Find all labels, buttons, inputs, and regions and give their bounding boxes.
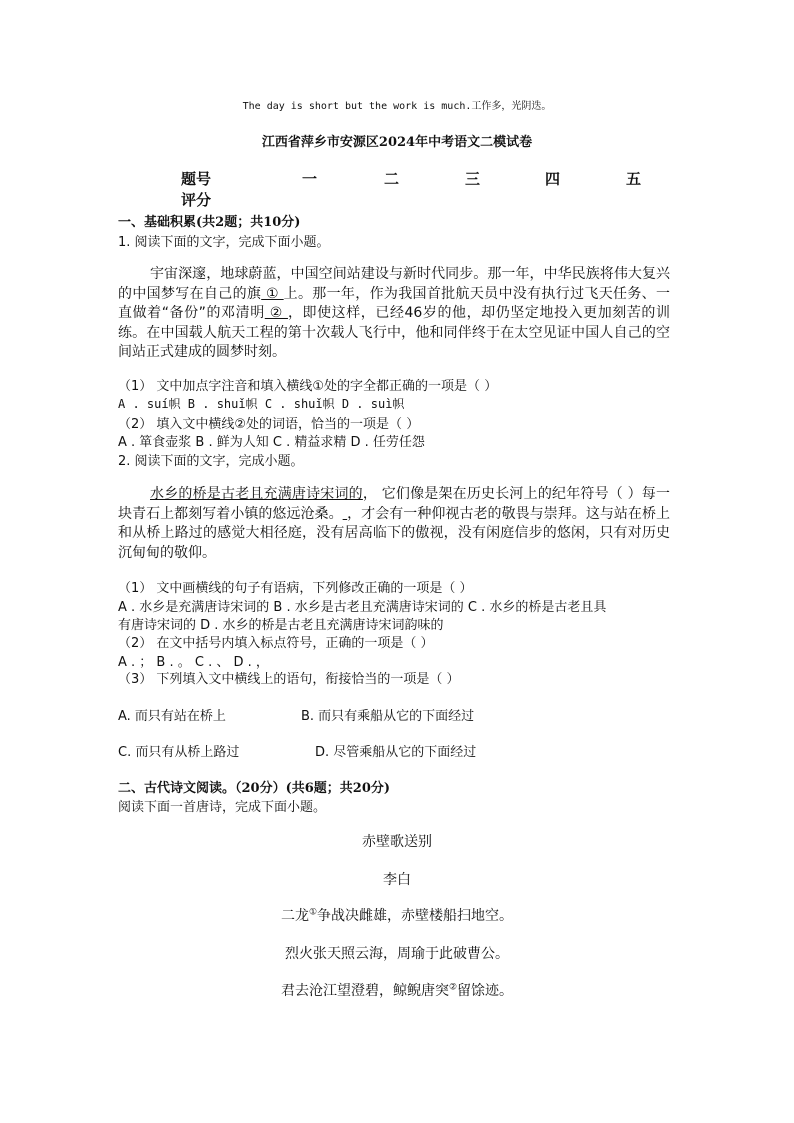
poem-author: 李白 [383, 872, 411, 888]
score-table-col-2: 二 [384, 170, 400, 188]
option-b: B. 而只有乘船从它的下面经过 [301, 709, 475, 724]
question-2-sub-1: （1） 文中画横线的句子有语病，下列修改正确的一项是（ ） [118, 581, 473, 596]
passage-text: 上。那一年，作为我国首批航天员中没有执行过飞天任务、一直做着“备份”的邓清明 [118, 285, 671, 321]
blank-1: ① [261, 285, 284, 302]
poem-line-3 [0, 980, 794, 1000]
poem-text: 留馀迹。 [457, 983, 514, 999]
question-2-prompt: 2. 阅读下面的文字，完成小题。 [118, 454, 304, 469]
question-2-sub-2-options: A . ； B . 。 C . 、 D . ， [118, 655, 269, 670]
exam-title: 江西省萍乡市安源区2024年中考语文二模试卷 [261, 135, 533, 150]
section-1-heading: 一、基础积累(共2题；共10分) [118, 215, 301, 230]
question-1-sub-1: （1） 文中加点字注音和填入横线①处的字全都正确的一项是（ ） [118, 379, 498, 394]
option-c: C. 而只有从桥上路过 [118, 745, 240, 760]
question-1-sub-1-options: A . suí帜 B . shuǐ帜 C . shuǐ帜 D . suì帜 [118, 397, 405, 411]
question-2-sub-3: （3） 下列填入文中横线上的语句，衔接恰当的一项是（ ） [118, 672, 460, 687]
score-table-row-label: 题号 [181, 170, 212, 188]
score-table-col-1: 一 [302, 170, 318, 188]
option-d: D. 尽管乘船从它的下面经过 [315, 745, 477, 760]
section-2-heading: 二、古代诗文阅读。（20分）(共6题；共20分) [118, 781, 391, 796]
question-2-sub-2: （2） 在文中括号内填入标点符号，正确的一项是（ ） [118, 636, 434, 651]
option-a: A. 而只有站在桥上 [118, 709, 226, 724]
passage-text: ， 它们像是架在历史长河上的纪年符号（ ）每一块青石上都刻写着小镇的悠远沧桑。 [118, 486, 670, 522]
question-2-sub-1-options-line-1: A . 水乡是充满唐诗宋词的 B . 水乡是古老且充满唐诗宋词的 C . 水乡的桥是古老且具 [118, 600, 607, 615]
question-1-sub-2: （2） 填入文中横线②处的词语，恰当的一项是（ ） [118, 417, 420, 432]
passage-text: ，才会有一种仰视古老的敬畏与崇拜。这与站在桥上和从桥上路过的感觉大相径庭，没有居高临下的傲视，没有闲庭信步的悠闲，只有对历史沉甸甸的敬仰。 [118, 505, 671, 561]
poem-title: 赤壁歌送别 [362, 834, 432, 850]
score-table-col-5: 五 [626, 170, 642, 188]
poem-line-2: 烈火张天照云海，周瑜于此破曹公。 [285, 946, 509, 962]
question-1-passage [118, 265, 670, 363]
underlined-sentence: 水乡的桥是古老且充满唐诗宋词的 [150, 486, 363, 502]
score-table-score-label: 评分 [181, 191, 212, 209]
question-2-passage [118, 485, 670, 563]
passage-text: 宇宙深邃，地球蔚蓝，中国空间站建设与新时代同步。那一年，中华民族将伟大复兴的中国梦写在自己的旗 [118, 266, 670, 302]
question-2-sub-1-options-line-2: 有唐诗宋词的 D . 水乡的桥是古老且充满唐诗宋词韵味的 [118, 618, 444, 633]
score-table-col-4: 四 [545, 170, 561, 188]
question-1-prompt: 1. 阅读下面的文字，完成下面小题。 [118, 235, 330, 250]
footnote-mark: ② [448, 982, 458, 993]
score-table-col-3: 三 [465, 170, 481, 188]
poem-text: 君去沧江望澄碧，鲸鲵唐突 [280, 983, 449, 999]
poem-text: 二龙 [280, 908, 309, 924]
passage-text: ，即使这样，已经46岁的他，却仍坚定地投入更加刻苦的训练。在中国载人航天工程的第十次载人飞行中，他和同伴终于在太空见证中国人自己的空间站正式建成的圆梦时刻。 [118, 305, 670, 360]
section-2-prompt: 阅读下面一首唐诗，完成下面小题。 [118, 800, 327, 815]
question-1-sub-2-options: A . 箪食壶浆 B . 鲜为人知 C . 精益求精 D . 任劳任怨 [118, 435, 425, 450]
header-motto: The day is short but the work is much.工作多，光阴迭。 [242, 101, 552, 112]
blank-2: ② [264, 305, 288, 321]
poem-line-1 [0, 905, 794, 925]
poem-text: 争战决雌雄，赤壁楼船扫地空。 [317, 908, 514, 924]
footnote-mark: ① [308, 907, 318, 918]
